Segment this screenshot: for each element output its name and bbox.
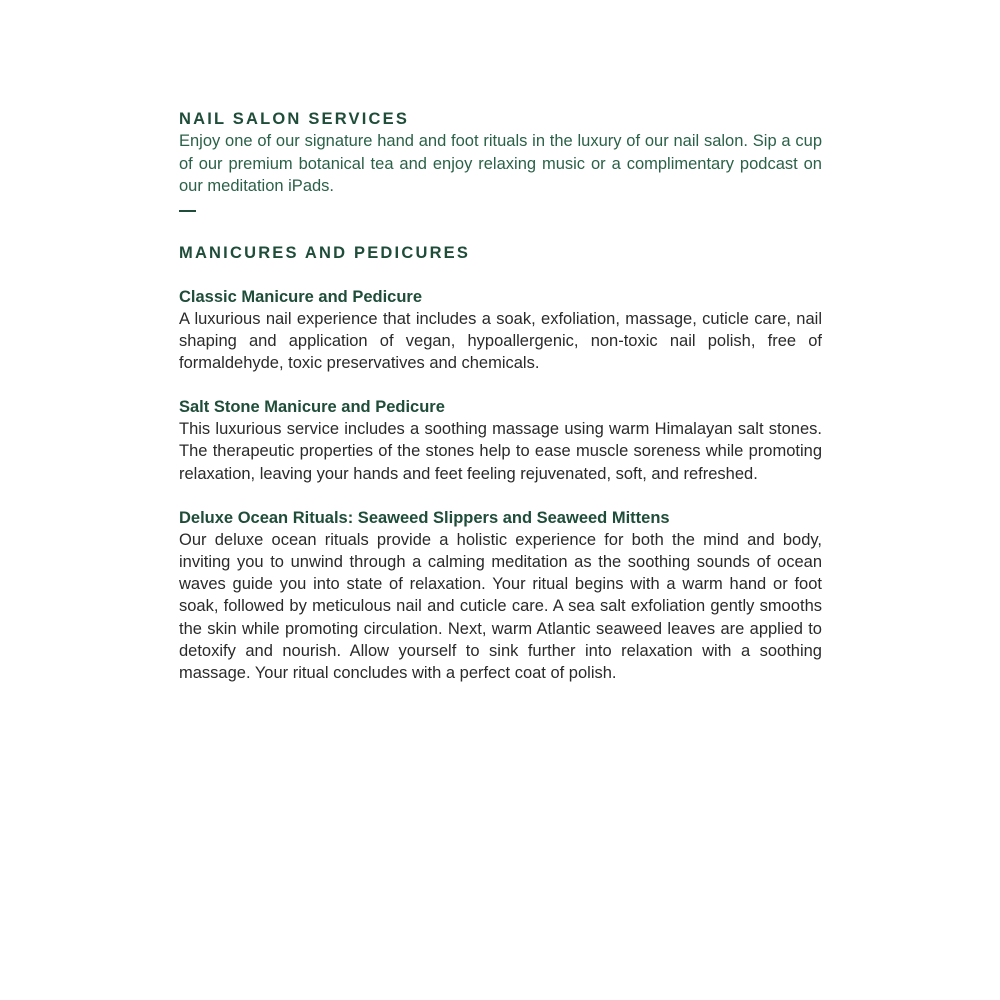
service-description: A luxurious nail experience that includes a soak, exfoliation, massage, cuticle care, nail shaping and application of vegan, hypoallergenic, non-toxic nail polish, free of formaldehyde, toxic preservatives and chemicals.	[179, 309, 822, 372]
service-title: Deluxe Ocean Rituals: Seaweed Slippers and Seaweed Mittens	[179, 508, 670, 527]
service-description: This luxurious service includes a soothing massage using warm Himalayan salt stones. The therapeutic properties of the stones help to ease muscle soreness while promoting relaxation, leaving your hands and feet feeling rejuvenated, soft, and refreshed.	[179, 420, 822, 483]
intro-text: Enjoy one of our signature hand and foot rituals in the luxury of our nail salon. Sip a cup of our premium botanical tea and enjoy relaxing music or a complimentary podcast on our meditation iPads.	[179, 132, 822, 195]
service-description: Our deluxe ocean rituals provide a holistic experience for both the mind and body, inviting you to unwind through a calming meditation as the soothing sounds of ocean waves guide you into state of relaxation. Your ritual begins with a warm hand or foot soak, followed by meticulous nail and cuticle care. A sea salt exfoliation gently smooths the skin while promoting circulation. Next, warm Atlantic seaweed leaves are applied to detoxify and nourish. Allow yourself to sink further into relaxation with a soothing massage. Your ritual concludes with a perfect coat of polish.	[179, 530, 822, 682]
service-item-ocean-rituals	[179, 507, 822, 684]
service-item-classic	[179, 286, 822, 375]
services-page	[179, 108, 822, 684]
section-title: MANICURES AND PEDICURES	[179, 243, 471, 262]
service-title: Salt Stone Manicure and Pedicure	[179, 398, 445, 417]
service-item-salt-stone	[179, 396, 822, 485]
divider	[179, 210, 196, 212]
service-title: Classic Manicure and Pedicure	[179, 287, 423, 306]
page-title: NAIL SALON SERVICES	[179, 110, 410, 128]
